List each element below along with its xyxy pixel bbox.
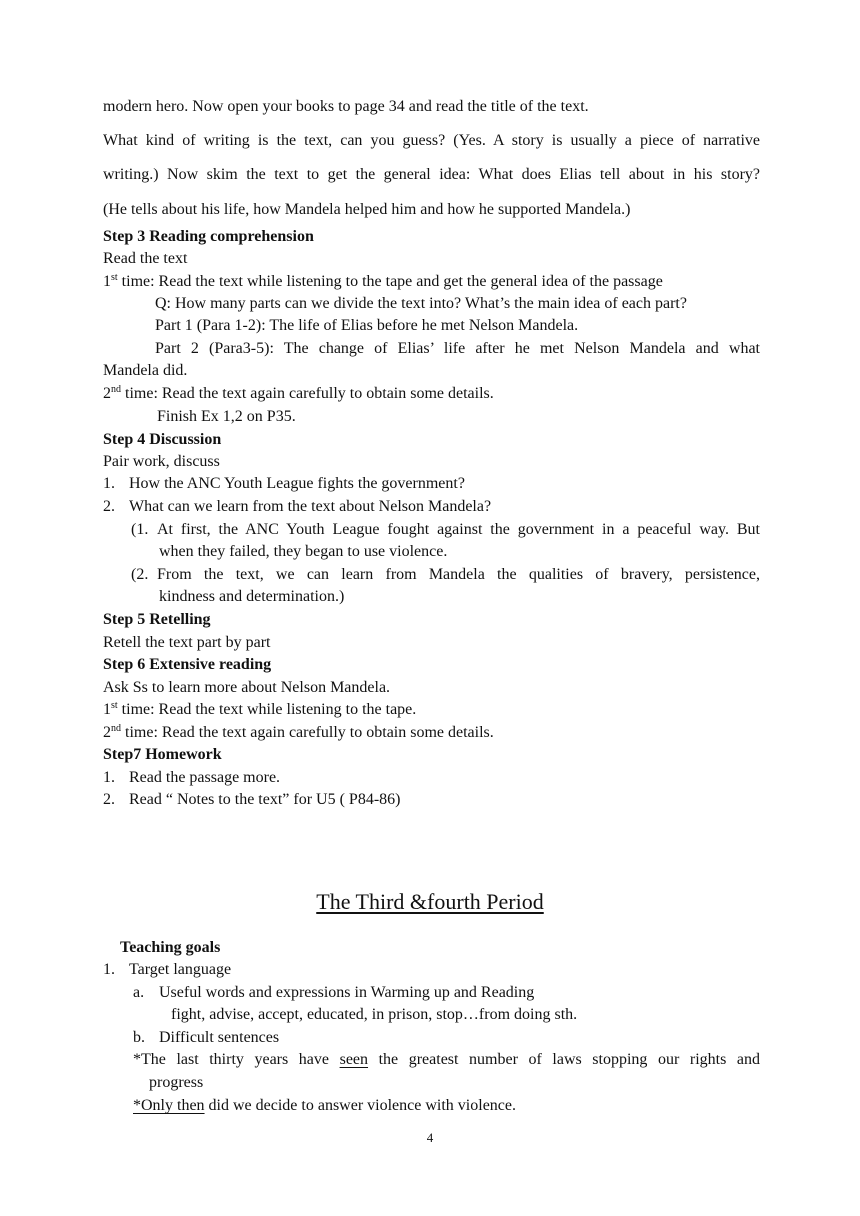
intro-line-3: writing.) Now skim the text to get the general idea: What does Elias tell about in his story?	[103, 166, 760, 183]
period-title: The Third &fourth Period	[316, 889, 544, 914]
goals-item-1: 1. Target language	[103, 961, 232, 978]
step4-answer-1-cont: when they failed, they began to use violence.	[159, 543, 448, 560]
step3-part2: Part 2 (Para3-5): The change of Elias’ life after he met Nelson Mandela and what	[155, 340, 760, 357]
page-number: 4	[426, 1130, 434, 1145]
step7-heading: Step7 Homework	[103, 746, 222, 763]
intro-line-1: modern hero. Now open your books to page 34 and read the title of the text.	[103, 98, 589, 115]
step3-part1: Part 1 (Para 1-2): The life of Elias before he met Nelson Mandela.	[155, 317, 579, 334]
step6-heading: Step 6 Extensive reading	[103, 656, 272, 673]
step4-question-2: 2. What can we learn from the text about Nelson Mandela?	[103, 498, 492, 515]
step6-second-time: 2nd time: Read the text again carefully to obtain some details.	[103, 723, 494, 741]
intro-line-4: (He tells about his life, how Mandela helped him and how he supported Mandela.)	[103, 201, 631, 218]
step5-text: Retell the text part by part	[103, 634, 271, 651]
goals-sub-b: b. Difficult sentences	[133, 1029, 280, 1046]
step3-finish: Finish Ex 1,2 on P35.	[157, 408, 296, 425]
step4-answer-2: (2. From the text, we can learn from Mandela the qualities of bravery, persistence,	[131, 566, 760, 583]
step4-pair: Pair work, discuss	[103, 453, 220, 470]
step3-first-time: 1st time: Read the text while listening to the tape and get the general idea of the passage	[103, 272, 663, 290]
step4-heading: Step 4 Discussion	[103, 431, 222, 448]
step5-heading: Step 5 Retelling	[103, 611, 211, 628]
step6-first-time: 1st time: Read the text while listening to the tape.	[103, 700, 417, 718]
goals-sentence-2: *Only then did we decide to answer violence with violence.	[133, 1097, 516, 1114]
goals-sub-a: a. Useful words and expressions in Warming up and Reading	[133, 984, 535, 1001]
step7-item-2: 2. Read “ Notes to the text” for U5 ( P84-86)	[103, 791, 401, 808]
intro-line-2: What kind of writing is the text, can you guess? (Yes. A story is usually a piece of narrative	[103, 132, 760, 149]
step3-part2-cont: Mandela did.	[103, 362, 188, 379]
step3-second-time: 2nd time: Read the text again carefully to obtain some details.	[103, 384, 494, 402]
goals-heading: Teaching goals	[120, 939, 221, 956]
goals-sub-a-words: fight, advise, accept, educated, in prison, stop…from doing sth.	[171, 1006, 578, 1023]
step3-heading: Step 3 Reading comprehension	[103, 228, 314, 245]
step6-ask: Ask Ss to learn more about Nelson Mandela.	[103, 679, 391, 696]
step4-answer-2-cont: kindness and determination.)	[159, 588, 345, 605]
step4-question-1: 1. How the ANC Youth League fights the government?	[103, 475, 465, 492]
goals-sentence-1-cont: progress	[149, 1074, 204, 1091]
step7-item-1: 1. Read the passage more.	[103, 769, 281, 786]
step3-question: Q: How many parts can we divide the text into? What’s the main idea of each part?	[155, 295, 687, 312]
goals-sentence-1: *The last thirty years have seen the greatest number of laws stopping our rights and	[133, 1051, 761, 1068]
step3-read: Read the text	[103, 250, 188, 267]
step4-answer-1: (1. At first, the ANC Youth League fought against the government in a peaceful way. But	[131, 521, 760, 538]
